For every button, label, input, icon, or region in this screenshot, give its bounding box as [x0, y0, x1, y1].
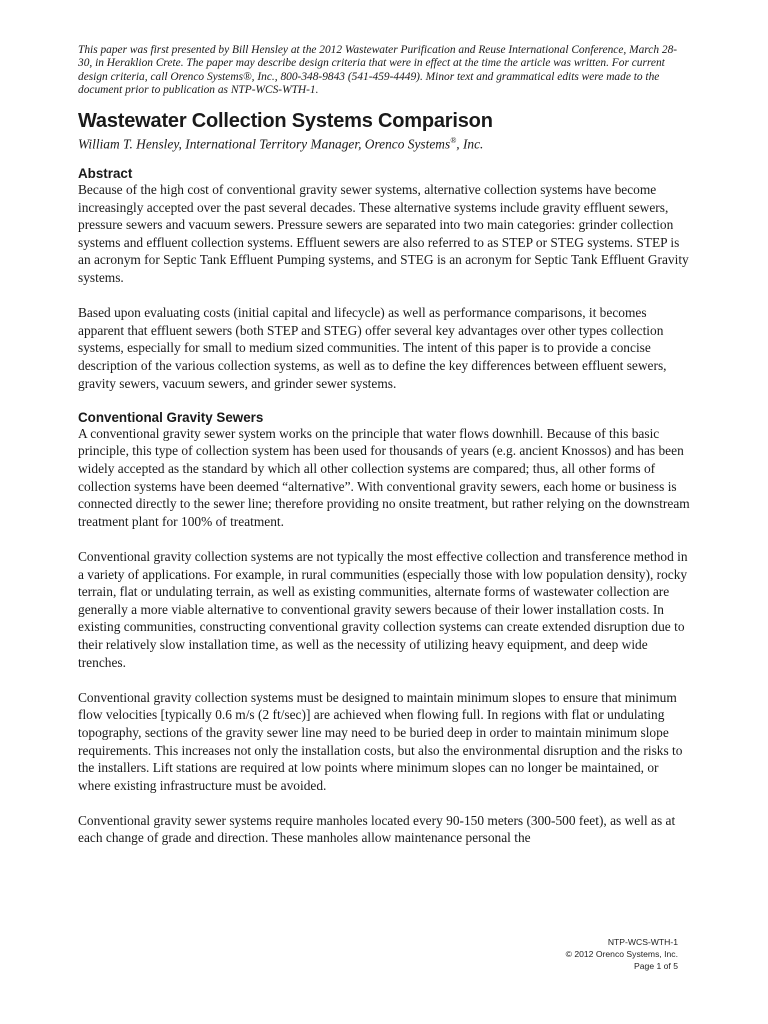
section-conventional-gravity-sewers	[78, 410, 690, 847]
footer-page-number: Page 1 of 5	[634, 961, 678, 971]
paragraph: Conventional gravity collection systems must be designed to maintain minimum slopes to ensure that minimum flow velocities [typically 0.6 m/s (2 ft/sec)] are achieved when flowing full. In regions with flat or undulating topography, sections of the gravity sewer line may need to be buried deep in order to maintain minimum slope requirements. This increases not only the installation costs, but also the environmental disruption and the risks to the installers. Lift stations are required at low points where minimum slopes can no longer be maintained, or where existing infrastructure must be avoided.	[78, 689, 683, 793]
footer-doc-id: NTP-WCS-WTH-1	[607, 937, 678, 947]
author-name: William T. Hensley, International Territory Manager, Orenco Systems	[78, 136, 451, 152]
paper-title: Wastewater Collection Systems Comparison	[78, 109, 493, 132]
page-footer	[566, 936, 678, 972]
paragraph: Because of the high cost of conventional gravity sewer systems, alternative collection systems have become increasingly accepted over the past several decades. These alternative systems include gravity effluent sewers, pressure sewers and vacuum sewers. Pressure sewers are separated into two main categories: grinder collection systems and effluent collection systems. Effluent sewers are also referred to as STEP or STEG systems. STEP is an acronym for Septic Tank Effluent Pumping systems, and STEG is an acronym for Septic Tank Effluent Gravity systems.	[78, 182, 689, 286]
author-suffix: , Inc.	[456, 136, 484, 152]
section-heading-conventional-gravity-sewers: Conventional Gravity Sewers	[78, 409, 264, 425]
section-abstract	[78, 166, 690, 392]
paragraph: Conventional gravity sewer systems require manholes located every 90-150 meters (300-500 feet), as well as at each change of grade and direction. These manholes allow maintenance personal the	[78, 812, 676, 846]
registered-mark: ®	[450, 135, 457, 145]
author-line	[78, 136, 690, 152]
footer-copyright: © 2012 Orenco Systems, Inc.	[565, 949, 678, 959]
intro-note: This paper was first presented by Bill Hensley at the 2012 Wastewater Purification and Reuse International Conference, March 28-30, in Heraklion Crete. The paper may describe design criteria that were in effect at the time the article was written. For current design criteria, call Orenco Systems®, Inc., 800-348-9843 (541-459-4449). Minor text and grammatical edits were made to the document prior to publication as NTP-WCS-WTH-1.	[78, 44, 678, 97]
paragraph: Based upon evaluating costs (initial capital and lifecycle) as well as performance comparisons, it becomes apparent that effluent sewers (both STEP and STEG) offer several key advantages over other types collection systems, especially for small to medium sized communities. The intent of this paper is to provide a concise description of the various collection systems, as well as to define the key differences between effluent sewers, gravity sewers, vacuum sewers, and grinder sewer systems.	[78, 305, 667, 391]
section-heading-abstract: Abstract	[78, 166, 133, 182]
paragraph: A conventional gravity sewer system works on the principle that water flows downhill. Because of this basic principle, this type of collection system has been used for thousands of years (e.g. ancient Knossos) and has been widely accepted as the standard by which all other collection systems are compared; thus, all other forms of collection systems have been deemed “alternative”. With conventional gravity sewers, each home or business is connected directly to the sewer line; therefore providing no onsite treatment, but rather relying on the downstream treatment plant for 100% of treatment.	[78, 425, 690, 529]
paragraph: Conventional gravity collection systems are not typically the most effective collection and transference method in a variety of applications. For example, in rural communities (especially those with low population density), rocky terrain, flat or undulating terrain, as well as existing communities, alternate forms of wastewater collection are generally a more viable alternative to conventional gravity sewers because of their lower installation costs. In existing communities, constructing conventional gravity collection systems can create extended disruption due to their relatively slow installation time, as well as the necessity of utilizing heavy equipment, and deep wide trenches.	[78, 548, 688, 670]
